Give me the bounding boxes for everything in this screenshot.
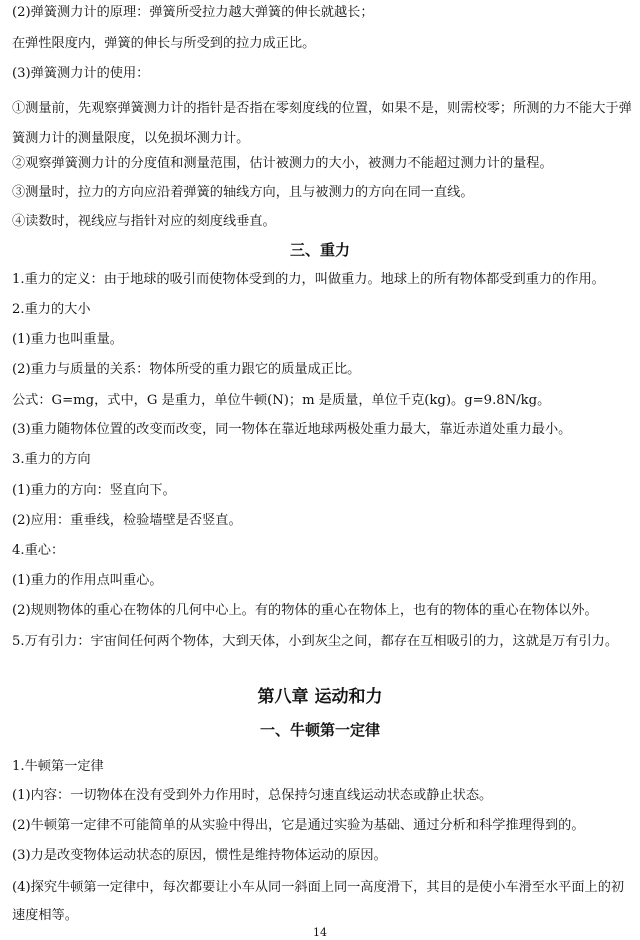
text-line: 5.万有引力：宇宙间任何两个物体，大到天体，小到灰尘之间，都存在互相吸引的力，这就是万有引力。	[12, 634, 619, 649]
text-line: ④读数时，视线应与指针对应的刻度线垂直。	[12, 214, 276, 229]
text-line: (1)重力的作用点叫重心。	[12, 573, 163, 588]
chapter-title: 第八章 运动和力	[257, 687, 383, 707]
text-line: 在弹性限度内，弹簧的伸长与所受到的拉力成正比。	[12, 36, 316, 51]
text-line: (3)重力随物体位置的改变而改变，同一物体在靠近地球两极处重力最大，靠近赤道处重力最小。	[12, 422, 572, 437]
text-line: 4.重心：	[12, 543, 65, 558]
text-line: (2)弹簧测力计的原理：弹簧所受拉力越大弹簧的伸长就越长；	[12, 5, 374, 20]
text-paragraph: (4)探究牛顿第一定律中，每次都要让小车从同一斜面上同一高度滑下，其目的是使小车滑至水平面上的初速度相等。	[12, 880, 625, 923]
text-line: (1)重力的方向：竖直向下。	[12, 483, 176, 498]
text-line: (3)力是改变物体运动状态的原因，惯性是维持物体运动的原因。	[12, 848, 387, 863]
section-heading: 三、重力	[289, 241, 350, 259]
text-line: (1)内容：一切物体在没有受到外力作用时，总保持匀速直线运动状态或静止状态。	[12, 788, 493, 803]
text-line: (3)弹簧测力计的使用：	[12, 66, 150, 81]
text-line: (2)重力与质量的关系：物体所受的重力跟它的质量成正比。	[12, 362, 361, 377]
formula-line: 公式：G=mg，式中，G 是重力，单位牛顿(N)；m 是质量，单位千克(kg)。g=9.8N/kg。	[12, 393, 551, 408]
page-number: 14	[313, 926, 327, 939]
text-line: (1)重力也叫重量。	[12, 332, 123, 347]
text-line: 1.牛顿第一定律	[12, 759, 104, 774]
text-line: 1.重力的定义：由于地球的吸引而使物体受到的力，叫做重力。地球上的所有物体都受到重力的作用。	[12, 272, 605, 287]
text-line: 2.重力的大小	[12, 302, 91, 317]
text-line: 3.重力的方向	[12, 452, 91, 467]
section-heading: 一、牛顿第一定律	[259, 721, 380, 739]
text-line: (2)牛顿第一定律不可能简单的从实验中得出，它是通过实验为基础、通过分析和科学推理得到的。	[12, 818, 585, 833]
text-line: ③测量时，拉力的方向应沿着弹簧的轴线方向，且与被测力的方向在同一直线。	[12, 185, 474, 200]
text-line: ②观察弹簧测力计的分度值和测量范围，估计被测力的大小，被测力不能超过测力计的量程。	[12, 156, 553, 171]
text-paragraph: ①测量前，先观察弹簧测力计的指针是否指在零刻度线的位置，如果不是，则需校零；所测的力不能大于弹簧测力计的测量限度，以免损坏测力计。	[12, 101, 632, 146]
text-line: (2)应用：重垂线，检验墙壁是否竖直。	[12, 513, 242, 528]
text-line: (2)规则物体的重心在物体的几何中心上。有的物体的重心在物体上，也有的物体的重心在物体以外。	[12, 603, 598, 618]
